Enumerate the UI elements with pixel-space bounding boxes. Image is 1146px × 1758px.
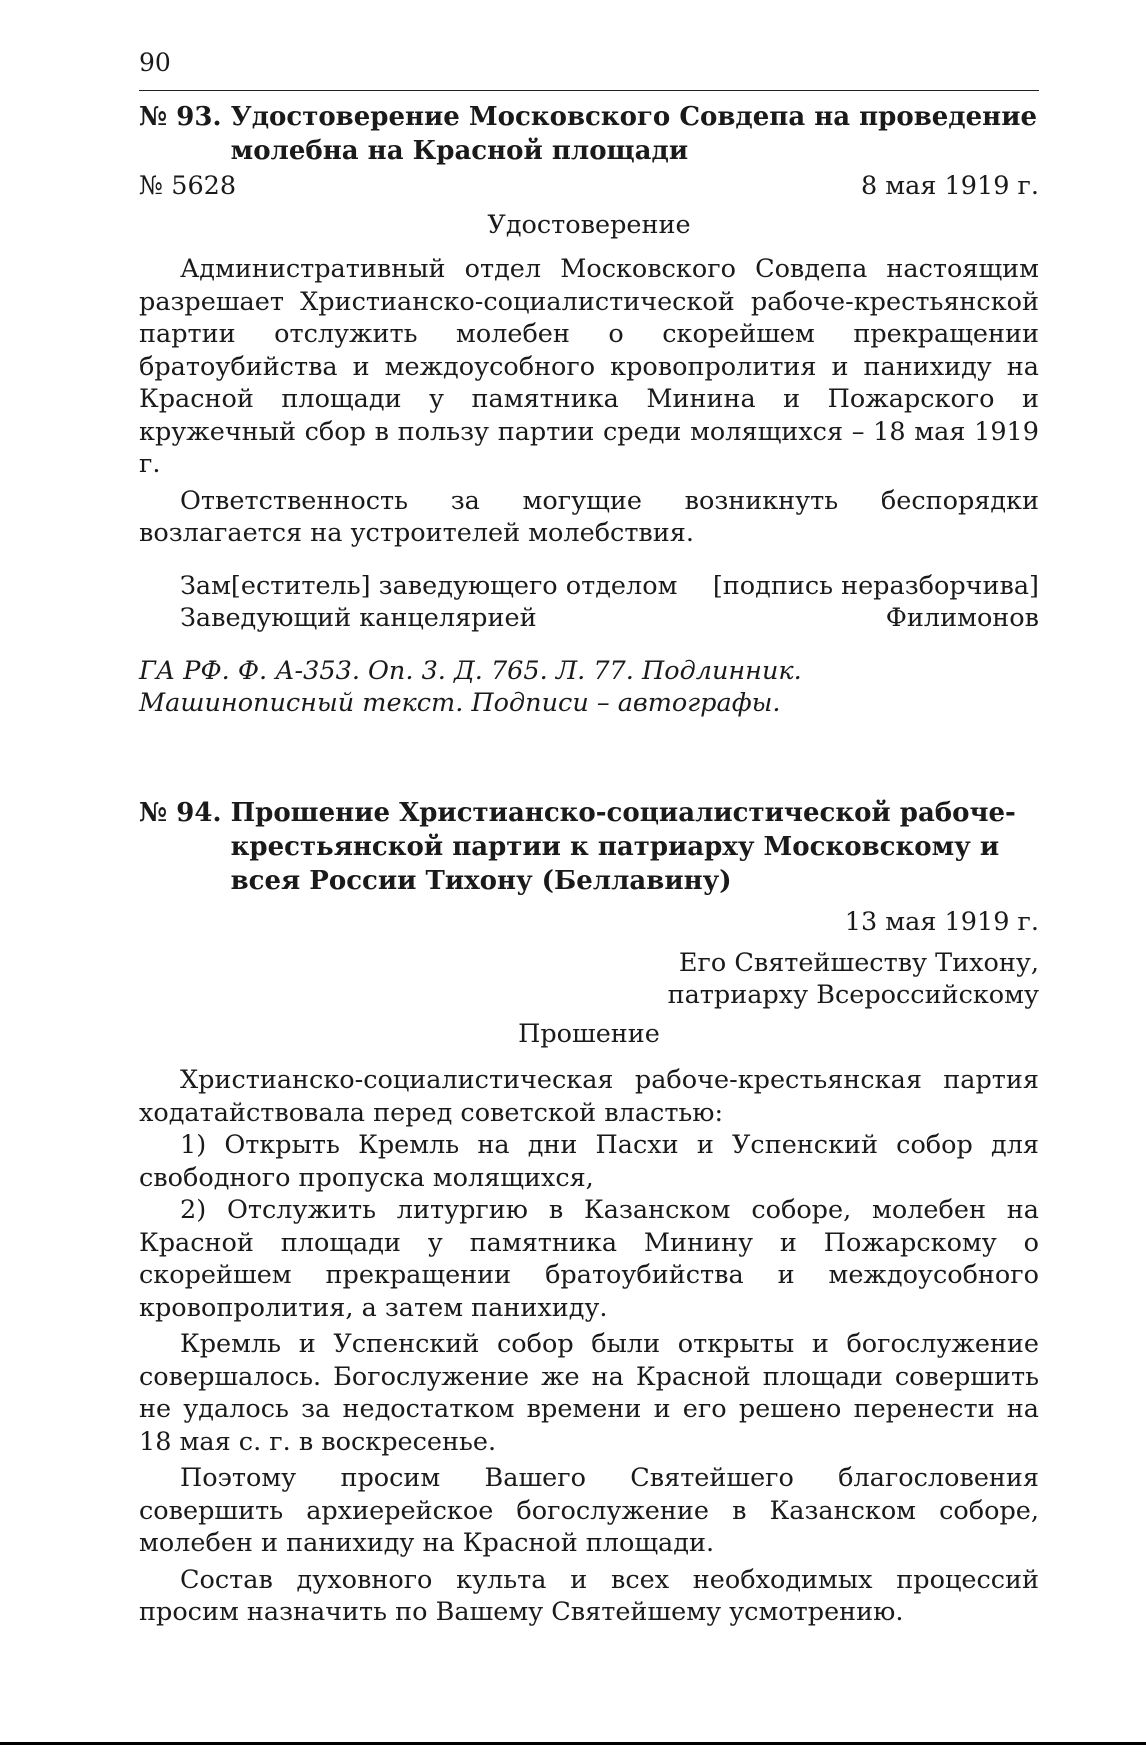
document-94: [139, 796, 1039, 1629]
doc94-date: 13 мая 1919 г.: [844, 907, 1039, 937]
doc93-heading: Удостоверение: [487, 209, 691, 240]
source-line: Машинописный текст. Подписи – автографы.: [139, 688, 781, 718]
doc93-title-text: Удостоверение Московского Совдепа на проведение молебна на Красной площади: [230, 102, 1038, 166]
header-rule: [139, 90, 1039, 91]
source-line: ГА РФ. Ф. А-353. Оп. 3. Д. 765. Л. 77. Подлинник.: [139, 655, 802, 686]
doc93-title: [139, 100, 1039, 168]
signature-row: [139, 602, 1039, 635]
doc93-paragraph: Ответственность за могущие возникнуть беспорядки возлагается на устроителей молебствия.: [139, 485, 1039, 548]
doc94-paragraph: 2) Отслужить литургию в Казанском соборе, молебен на Красной площади у памятника Минину и Пожарскому о скорейшем прекращении братоубийства и междоусобного кровопролития, а затем панихиду.: [139, 1195, 1039, 1323]
doc93-date: 8 мая 1919 г.: [860, 171, 1039, 201]
doc94-paragraph: Кремль и Успенский собор были открыты и богослужение совершалось. Богослужение же на Красной площади совершить не удалось за недостатком времени и его решено перенести на 18 мая с. г. в воскресенье.: [139, 1329, 1039, 1457]
book-page: [139, 0, 1039, 1758]
signature-role: Зам[еститель] заведующего отделом: [180, 570, 678, 601]
addressee-line: патриарху Всероссийскому: [667, 980, 1039, 1010]
doc94-title: [139, 796, 1039, 898]
doc93-signatures: [139, 570, 1039, 635]
signature-name: Филимонов: [885, 603, 1039, 633]
document-93: [139, 100, 1039, 720]
addressee-line: Его Святейшеству Тихону,: [678, 947, 1039, 978]
doc94-paragraph: 1) Открыть Кремль на дни Пасхи и Успенский собор для свободного пропуска молящихся,: [139, 1130, 1039, 1193]
doc93-paragraph: Административный отдел Московского Совдепа настоящим разрешает Христианско-социалистической рабоче-крестьянской партии отслужить молебен о скорейшем прекращении братоубийства и междоусобного кровопролития и панихиду на Красной площади у памятника Минина и Пожарского и кружечный сбор в пользу партии среди молящихся – 18 мая 1919 г.: [139, 254, 1039, 479]
signature-role: Заведующий канцелярией: [180, 603, 537, 633]
doc94-number: № 94.: [139, 798, 231, 828]
doc93-number: № 93.: [139, 102, 231, 132]
doc94-paragraph: Состав духовного культа и всех необходимых процессий просим назначить по Вашему Святейшему усмотрению.: [139, 1564, 1039, 1627]
doc94-title-text: Прошение Христианско-социалистической рабоче-крестьянской партии к патриарху Московскому и всея России Тихону (Беллавину): [230, 798, 1016, 896]
doc94-heading: Прошение: [518, 1018, 660, 1049]
doc94-paragraph: Поэтому просим Вашего Святейшего благословения совершить архиерейское богослужение в Казанском соборе, молебен и панихиду на Красной площади.: [139, 1463, 1039, 1558]
signature-row: [139, 570, 1039, 603]
signature-name: [подпись неразборчива]: [712, 570, 1039, 601]
doc93-meta-row: [139, 170, 1039, 203]
doc94-paragraph: Христианско-социалистическая рабоче-крестьянская партия ходатайствовала перед советской властью:: [139, 1065, 1039, 1128]
doc94-addressee: [139, 947, 1039, 1012]
page-number: 90: [139, 48, 171, 77]
doc93-source: [139, 655, 1039, 720]
scan-bottom-edge: [0, 1742, 1146, 1745]
doc93-reg-number: № 5628: [139, 171, 237, 201]
